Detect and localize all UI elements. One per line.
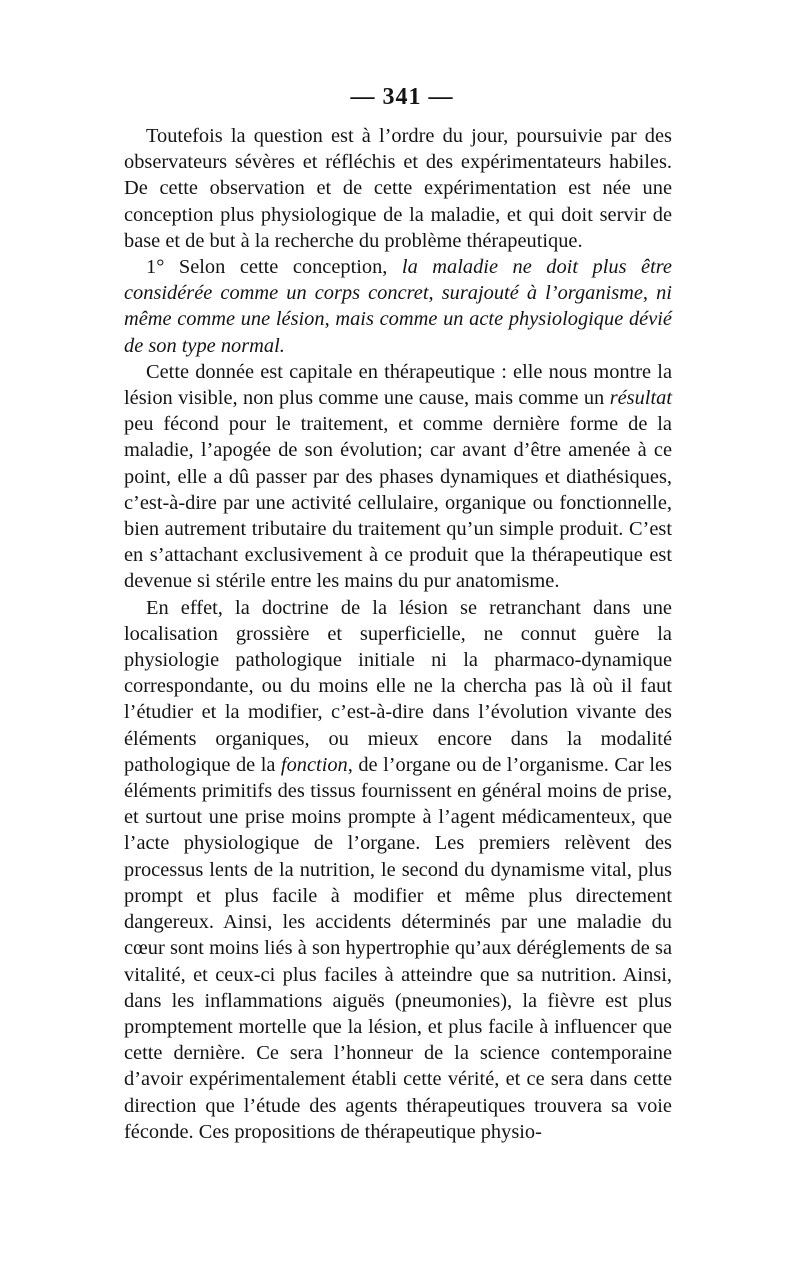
paragraph (124, 123, 672, 254)
paragraph-text: Cette donnée est capitale en thérapeutique : elle nous montre la lésion visible, non plus comme une cause, mais comme un (124, 360, 672, 410)
italic-text: fonction (280, 753, 348, 776)
paragraph-text: , (642, 282, 657, 305)
paragraph-text: En effet, la doctrine de la lésion se retranchant dans une localisation grossière et superficielle, ne connut guère la physiologie pathologique initiale ni la pharmaco-dynamique correspondante, ou du moins elle ne la chercha pas là où il faut l’étudier et la modifier, c’est-à-dire dans l’évolution vivante des éléments organiques, ou mieux encore dans la modalité pathologique de la (124, 596, 672, 776)
paragraph-text: , (324, 308, 336, 331)
italic-text: mais comme un acte physiologique dévié de son type normal. (124, 308, 672, 357)
document-page (124, 84, 672, 1145)
page-number: — 341 — (350, 84, 454, 110)
italic-text: résultat (609, 387, 672, 410)
paragraph-text: , de l’organe ou de l’organisme. Car les éléments primitifs des tissus fournissent en général moins de prise, et surtout une prise moins prompte à l’agent médicamenteux, que l’acte physiologique de l’organe. Les premiers relèvent des processus lents de la nutrition, le second du dynamisme vital, plus prompt et plus facile à modifier et même plus directement dangereux. Ainsi, les accidents déterminés par une maladie du cœur sont moins liés à son hypertrophie qu’aux déréglements de sa vitalité, et ceux-ci plus faciles à atteindre que sa nutrition. Ainsi, dans les inflammations aiguës (pneumonies), la fièvre est plus promptement mortelle que la lésion, et plus facile à influencer que cette dernière. Ce sera l’honneur de la science contemporaine d’avoir expérimentalement établi cette vérité, et ce sera dans cette direction que l’étude des agents thérapeutiques trouvera sa voie féconde. Ces propositions de thérapeutique physio- (124, 753, 672, 1143)
italic-text: la maladie ne doit plus être considérée comme un corps concret (124, 256, 672, 305)
paragraph-text: 1° Selon cette conception, (146, 256, 402, 279)
paragraph-text: , (428, 282, 442, 305)
paragraph (124, 595, 672, 1145)
italic-text: surajouté à l’organisme (441, 282, 643, 305)
italic-text: ni même comme une lésion (124, 282, 672, 331)
paragraph (124, 359, 672, 595)
paragraph-text: peu fécond pour le traitement, et comme dernière forme de la maladie, l’apogée de son évolution; car avant d’être amenée à ce point, elle a dû passer par des phases dynamiques et diathésiques, c’est-à-dire par une activité cellulaire, organique ou fonctionnelle, bien autrement tributaire du traitement qu’un simple produit. C’est en s’attachant exclusivement à ce produit que la thérapeutique est devenue si stérile entre les mains du pur anatomisme. (124, 413, 672, 593)
paragraph-text: Toutefois la question est à l’ordre du jour, poursuivie par des observateurs sévères et réfléchis et des expérimentateurs habiles. De cette observation et de cette expérimentation est née une conception plus physiologique de la maladie, et qui doit servir de base et de but à la recherche du problème thérapeutique. (124, 125, 672, 252)
paragraph (124, 254, 672, 359)
